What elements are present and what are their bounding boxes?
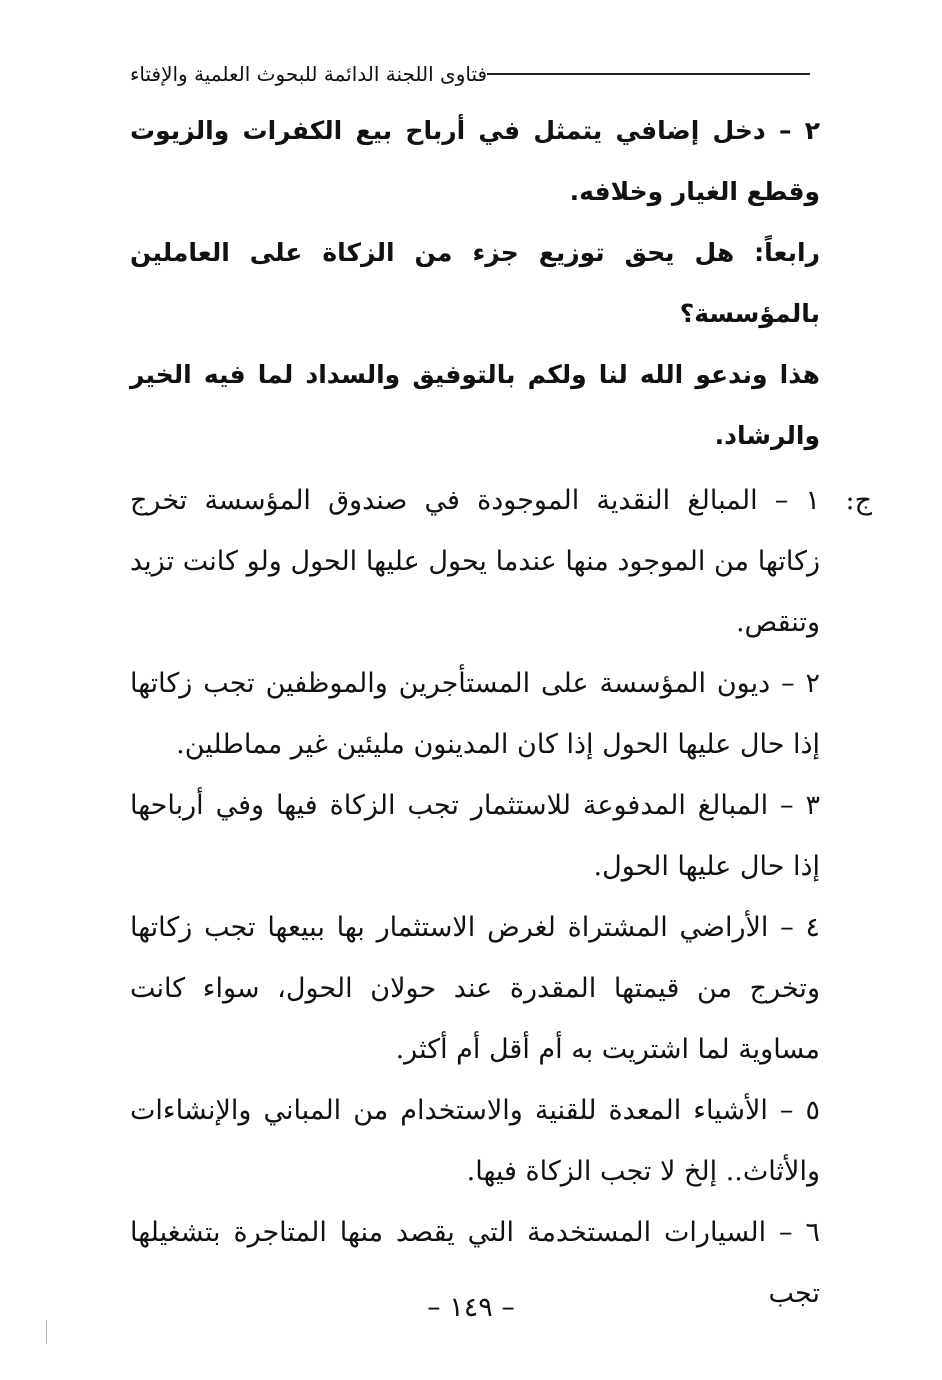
answer-item-6: ٦ – السيارات المستخدمة التي يقصد منها المتاجرة بتشغيلها تجب — [130, 1217, 820, 1309]
answer-item-2: ٢ – ديون المؤسسة على المستأجرين والموظفين تجب زكاتها إذا حال عليها الحول إذا كان المدينون مليئين غير مماطلين. — [130, 668, 820, 760]
scan-edge-mark — [46, 1320, 47, 1344]
answer-item-1-text: ١ – المبالغ النقدية الموجودة في صندوق المؤسسة تخرج زكاتها من الموجود منها عندما يحول عليها الحول ولو كانت تزيد وتنقص. — [130, 485, 820, 638]
header-rule — [487, 73, 810, 75]
answer-item-5: ٥ – الأشياء المعدة للقنية والاستخدام من المباني والإنشاءات والأثاث.. إلخ لا تجب الزكاة فيها. — [130, 1095, 820, 1187]
answer-item-4: ٤ – الأراضي المشتراة لغرض الاستثمار بها ببيعها تجب زكاتها وتخرج من قيمتها المقدرة عند حولان الحول، سواء كانت مساوية لما اشتريت به أم أقل أم أكثر. — [130, 912, 820, 1065]
answer-item-3: ٣ – المبالغ المدفوعة للاستثمار تجب الزكاة فيها وفي أرباحها إذا حال عليها الحول. — [130, 790, 820, 882]
answer-item-1 — [130, 470, 872, 653]
page-number: – ١٤٩ – — [427, 1292, 515, 1323]
question-paragraph-2: ٢ – دخل إضافي يتمثل في أرباح بيع الكفرات والزيوت وقطع الغيار وخلافه. — [130, 116, 820, 206]
header-title: فتاوى اللجنة الدائمة للبحوث العلمية والإفتاء — [130, 62, 488, 86]
question-paragraph-fourth: رابعاً: هل يحق توزيع جزء من الزكاة على العاملين بالمؤسسة؟ — [130, 238, 820, 328]
body-text — [130, 100, 872, 1324]
running-header — [130, 58, 820, 90]
answer-marker: ج: — [845, 485, 872, 516]
closing-prayer-paragraph: هذا وندعو الله لنا ولكم بالتوفيق والسداد لما فيه الخير والرشاد. — [130, 360, 820, 450]
